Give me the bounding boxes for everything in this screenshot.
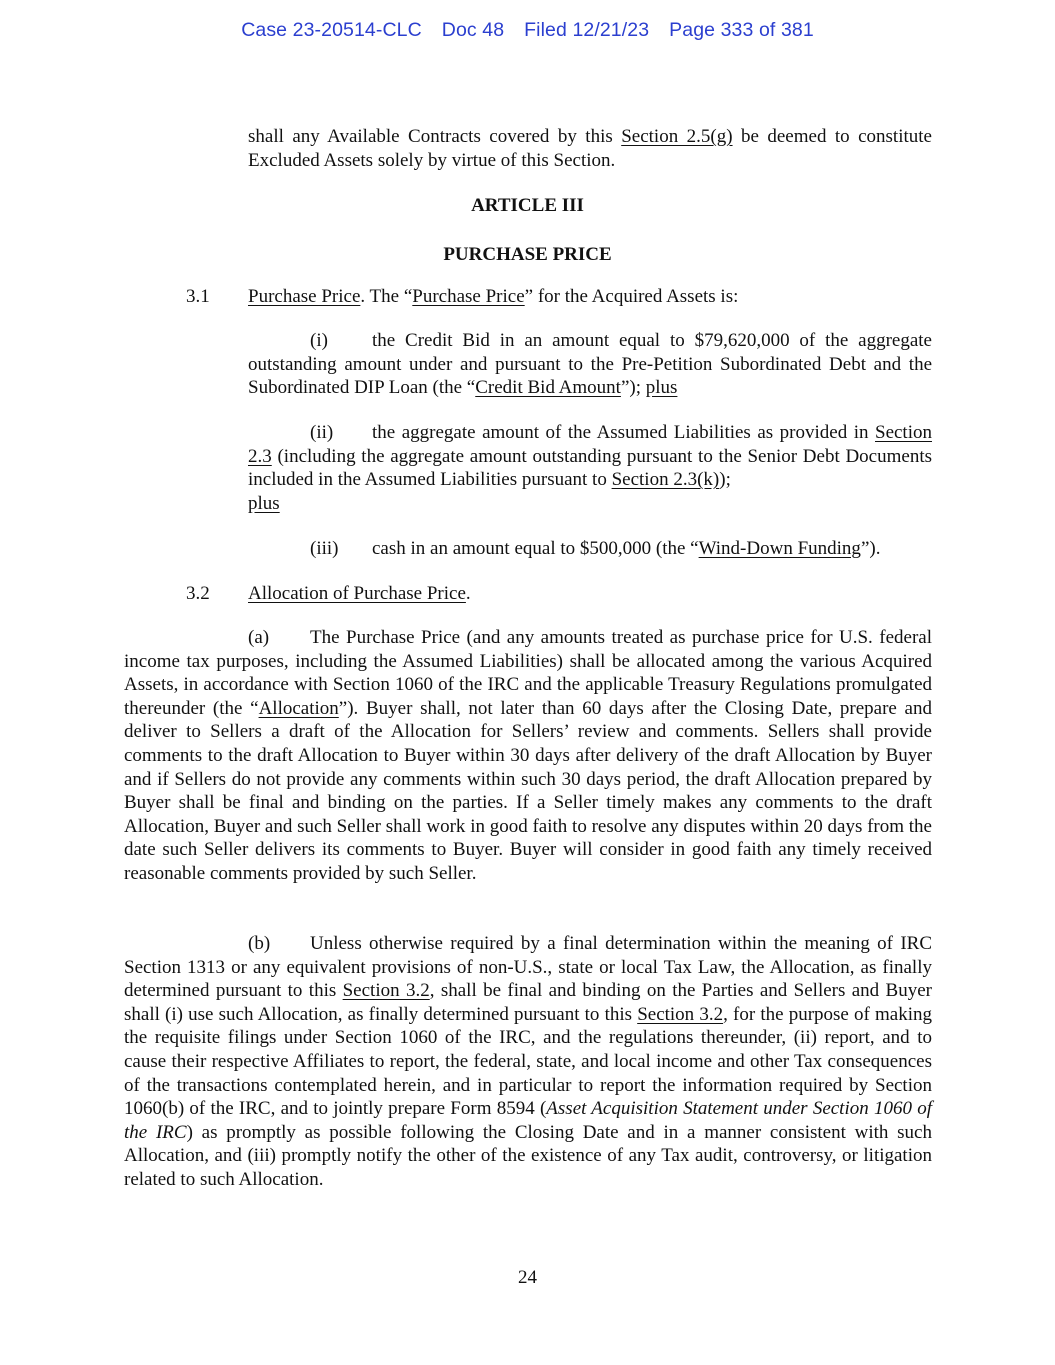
section-number: 3.1 [186,286,210,307]
defined-term: Allocation [258,697,339,719]
clause-label: (a) [248,627,270,648]
section-reference: Section 2.3(k) [611,469,720,491]
defined-term: Purchase Price [412,286,525,307]
clause-iii: (iii) cash in an amount equal to $500,000 (the “Wind-Down Funding”). [310,538,881,559]
paragraph-a: (a) The Purchase Price (and any amounts treated as purchase price for U.S. federal income tax purposes, including the Assumed Liabilities) shall be allocated among the various Acquired Assets, in accordance with Section 1060 of the IRC and the applicable Treasury Regulations promulgated thereunder (the “Allocation”). Buyer shall, not later than 60 days after the Closing Date, prepare and deliver to Sellers a draft of the Allocation for Sellers’ review and comments. Sellers shall provide comments to the draft Allocation to Buyer within 30 days after delivery of the draft Allocation by Buyer and if Sellers do not provide any comments within such 30 days period, the draft Allocation prepared by Buyer shall be final and binding on the parties. If a Seller timely makes any comments to the draft Allocation, Buyer and such Seller shall work in good faith to resolve any disputes within 20 days from the date such Seller delivers its comments to Buyer. Buyer will consider in good faith any timely received reasonable comments provided by such Seller. [124,627,932,884]
section-3-1-heading: Purchase Price. The “Purchase Price” for the Acquired Assets is: [248,286,739,307]
section-number: 3.2 [186,583,210,604]
section-heading: Allocation of Purchase Price [248,583,466,604]
clause-ii: (ii) the aggregate amount of the Assumed Liabilities as provided in Section 2.3 (including the aggregate amount outstanding pursuant to the Senior Debt Documents included in the Assumed Liabilities pursuant to Section 2.3(k)); plus [248,422,932,514]
section-reference: Section 2.3 [248,422,932,467]
intro-paragraph: shall any Available Contracts covered by this Section 2.5(g) be deemed to constitute Excluded Assets solely by virtue of this Section. [248,126,932,171]
section-reference: Section 3.2 [637,1003,724,1025]
section-heading: Purchase Price [248,286,361,307]
case-number: Case 23-20514-CLC [241,19,422,41]
section-reference: Section 2.5(g) [621,126,733,147]
section-reference: Section 3.2 [342,980,430,1002]
clause-i: (i) the Credit Bid in an amount equal to $79,620,000 of the aggregate outstanding amount under and pursuant to the Pre-Petition Subordinated Debt and the Subordinated DIP Loan (the “Credit Bid Amount”); plus [248,330,932,399]
clause-label: (ii) [310,422,334,443]
clause-label: (iii) [310,538,339,559]
page-number: 24 [518,1267,537,1288]
defined-term: Credit Bid Amount [475,377,621,399]
page-counter: Page 333 of 381 [669,19,814,41]
section-3-2-heading: Allocation of Purchase Price. [248,583,471,604]
defined-term: Wind-Down Funding [698,538,861,559]
form-title: Asset Acquisition Statement under Section 1060 of the IRC [124,1098,932,1143]
article-title: PURCHASE PRICE [443,244,612,265]
clause-label: (i) [310,330,328,351]
clause-label: (b) [248,933,271,954]
paragraph-b: (b) Unless otherwise required by a final determination within the meaning of IRC Section 1313 or any equivalent provisions of non-U.S., state or local Tax Law, the Allocation, as finally determined pursuant to this Section 3.2, shall be final and binding on the Parties and Sellers and Buyer shall (i) use such Allocation, as finally determined pursuant to this Section 3.2, for the purpose of making the requisite filings under Section 1060 of the IRC, and the regulations thereunder, (ii) report, and to cause their respective Affiliates to report, the federal, state, and local income and other Tax consequences of the transactions contemplated herein, and in particular to report the information required by Section 1060(b) of the IRC, and to jointly prepare Form 8594 (Asset Acquisition Statement under Section 1060 of the IRC) as promptly as possible following the Closing Date and in a manner consistent with such Allocation, and (iii) promptly notify the other of the existence of any Tax audit, controversy, or litigation related to such Allocation. [124,933,932,1190]
doc-number: Doc 48 [441,19,505,41]
filing-header [0,19,1055,42]
article-number: ARTICLE III [471,195,584,216]
filed-date: Filed 12/21/23 [524,19,650,41]
